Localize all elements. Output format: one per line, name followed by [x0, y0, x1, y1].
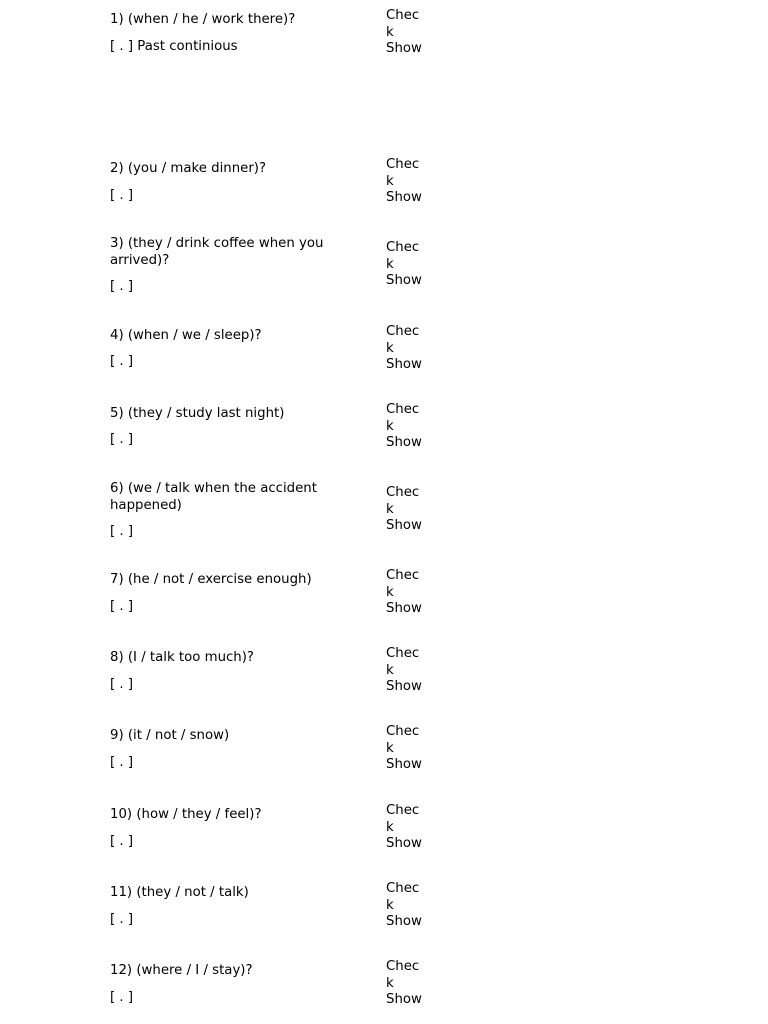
exercise-controls: [386, 646, 428, 696]
exercise-controls: [386, 881, 428, 931]
show-button[interactable]: Show: [386, 41, 422, 56]
answer-field[interactable]: [ . ]: [110, 834, 134, 849]
check-button[interactable]: Check: [386, 240, 420, 272]
answer-field[interactable]: [ . ]: [110, 279, 134, 294]
show-button[interactable]: Show: [386, 992, 422, 1007]
answer-field[interactable]: [ . ]: [110, 188, 134, 203]
answer-field[interactable]: [ . ]: [110, 432, 134, 447]
show-button[interactable]: Show: [386, 914, 422, 929]
answer-field[interactable]: [ . ]: [110, 354, 134, 369]
question-text: 5) (they / study last night): [110, 406, 285, 421]
exercise-controls: [386, 157, 428, 207]
check-button[interactable]: Check: [386, 646, 420, 678]
question-text: 12) (where / I / stay)?: [110, 963, 253, 978]
exercise-controls: [386, 803, 428, 853]
answer-field[interactable]: [ . ] Past continious: [110, 39, 238, 54]
question-text: 2) (you / make dinner)?: [110, 161, 267, 176]
question-text: 6) (we / talk when the accident happened): [110, 481, 317, 513]
exercise-controls: [386, 324, 428, 374]
answer-field[interactable]: [ . ]: [110, 524, 134, 539]
check-button[interactable]: Check: [386, 157, 420, 189]
show-button[interactable]: Show: [386, 435, 422, 450]
check-button[interactable]: Check: [386, 881, 420, 913]
question-text: 1) (when / he / work there)?: [110, 12, 296, 27]
show-button[interactable]: Show: [386, 679, 422, 694]
check-button[interactable]: Check: [386, 803, 420, 835]
exercise-controls: [386, 724, 428, 774]
check-button[interactable]: Check: [386, 402, 420, 434]
answer-field[interactable]: [ . ]: [110, 990, 134, 1005]
exercise-controls: [386, 240, 428, 290]
question-text: 9) (it / not / snow): [110, 728, 230, 743]
show-button[interactable]: Show: [386, 190, 422, 205]
exercise-controls: [386, 568, 428, 618]
question-text: 4) (when / we / sleep)?: [110, 328, 262, 343]
show-button[interactable]: Show: [386, 836, 422, 851]
show-button[interactable]: Show: [386, 518, 422, 533]
answer-field[interactable]: [ . ]: [110, 599, 134, 614]
show-button[interactable]: Show: [386, 357, 422, 372]
show-button[interactable]: Show: [386, 757, 422, 772]
answer-field[interactable]: [ . ]: [110, 677, 134, 692]
exercise-controls: [386, 8, 428, 58]
question-text: 7) (he / not / exercise enough): [110, 572, 312, 587]
question-text: 10) (how / they / feel)?: [110, 807, 262, 822]
show-button[interactable]: Show: [386, 601, 422, 616]
question-text: 11) (they / not / talk): [110, 885, 249, 900]
check-button[interactable]: Check: [386, 568, 420, 600]
show-button[interactable]: Show: [386, 273, 422, 288]
check-button[interactable]: Check: [386, 959, 420, 991]
answer-field[interactable]: [ . ]: [110, 755, 134, 770]
exercise-controls: [386, 402, 428, 452]
exercise-controls: [386, 959, 428, 1009]
check-button[interactable]: Check: [386, 8, 420, 40]
question-text: 8) (I / talk too much)?: [110, 650, 254, 665]
check-button[interactable]: Check: [386, 724, 420, 756]
check-button[interactable]: Check: [386, 324, 420, 356]
question-text: 3) (they / drink coffee when you arrived)?: [110, 236, 324, 268]
exercise-controls: [386, 485, 428, 535]
check-button[interactable]: Check: [386, 485, 420, 517]
answer-field[interactable]: [ . ]: [110, 912, 134, 927]
